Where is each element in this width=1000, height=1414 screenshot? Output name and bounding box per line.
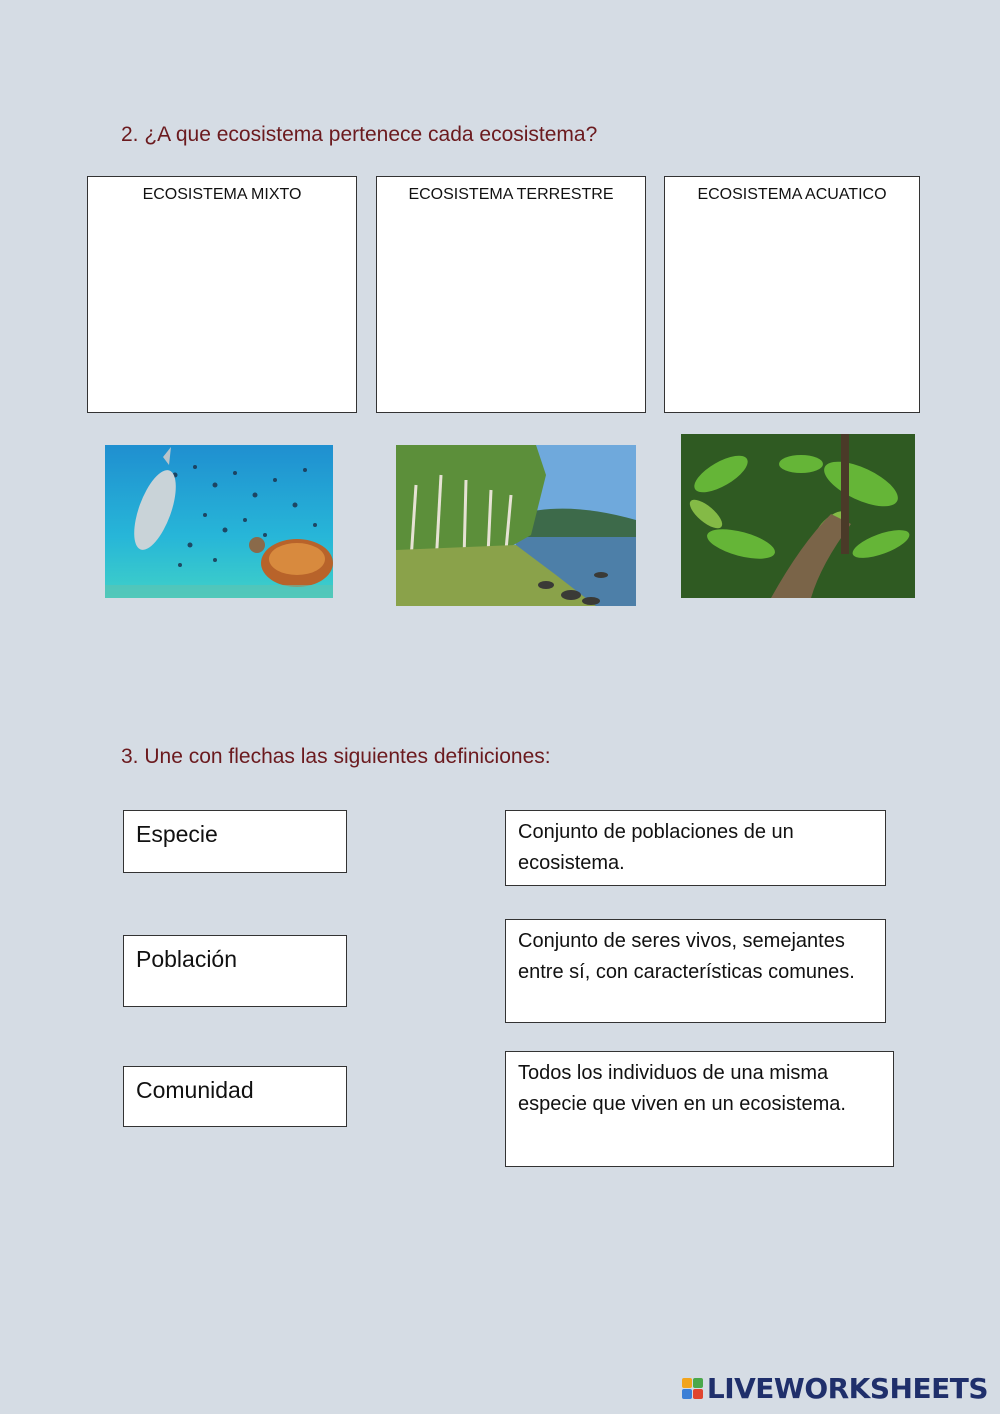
definition-comunidad[interactable]: Conjunto de poblaciones de un ecosistema. xyxy=(505,810,886,886)
logo-square xyxy=(682,1378,692,1388)
liveworksheets-logo-icon xyxy=(682,1378,703,1399)
draggable-image-jungle[interactable] xyxy=(681,434,915,598)
dropzone-ecosistema-terrestre[interactable] xyxy=(376,176,646,413)
definition-poblacion[interactable]: Todos los individuos de una misma especie que viven en un ecosistema. xyxy=(505,1051,894,1167)
definition-especie[interactable]: Conjunto de seres vivos, semejantes entre sí, con características comunes. xyxy=(505,919,886,1023)
term-especie[interactable]: Especie xyxy=(123,810,347,873)
question-2-title: 2. ¿A que ecosistema pertenece cada ecosistema? xyxy=(121,123,598,146)
brand-name: LIVEWORKSHEETS xyxy=(706,1372,988,1405)
logo-square xyxy=(693,1389,703,1399)
question-3-title: 3. Une con flechas las siguientes definiciones: xyxy=(121,745,551,768)
dropzone-label: ECOSISTEMA MIXTO xyxy=(142,186,302,203)
draggable-image-ocean[interactable] xyxy=(105,445,333,598)
liveworksheets-brand xyxy=(682,1372,988,1405)
logo-square xyxy=(682,1389,692,1399)
dropzone-label: ECOSISTEMA TERRESTRE xyxy=(408,186,614,203)
term-poblacion[interactable]: Población xyxy=(123,935,347,1007)
dropzone-ecosistema-acuatico[interactable] xyxy=(664,176,920,413)
term-comunidad[interactable]: Comunidad xyxy=(123,1066,347,1127)
dropzone-label: ECOSISTEMA ACUATICO xyxy=(697,186,887,203)
draggable-image-lake-forest[interactable] xyxy=(396,445,636,606)
logo-square xyxy=(693,1378,703,1388)
dropzone-ecosistema-mixto[interactable] xyxy=(87,176,357,413)
